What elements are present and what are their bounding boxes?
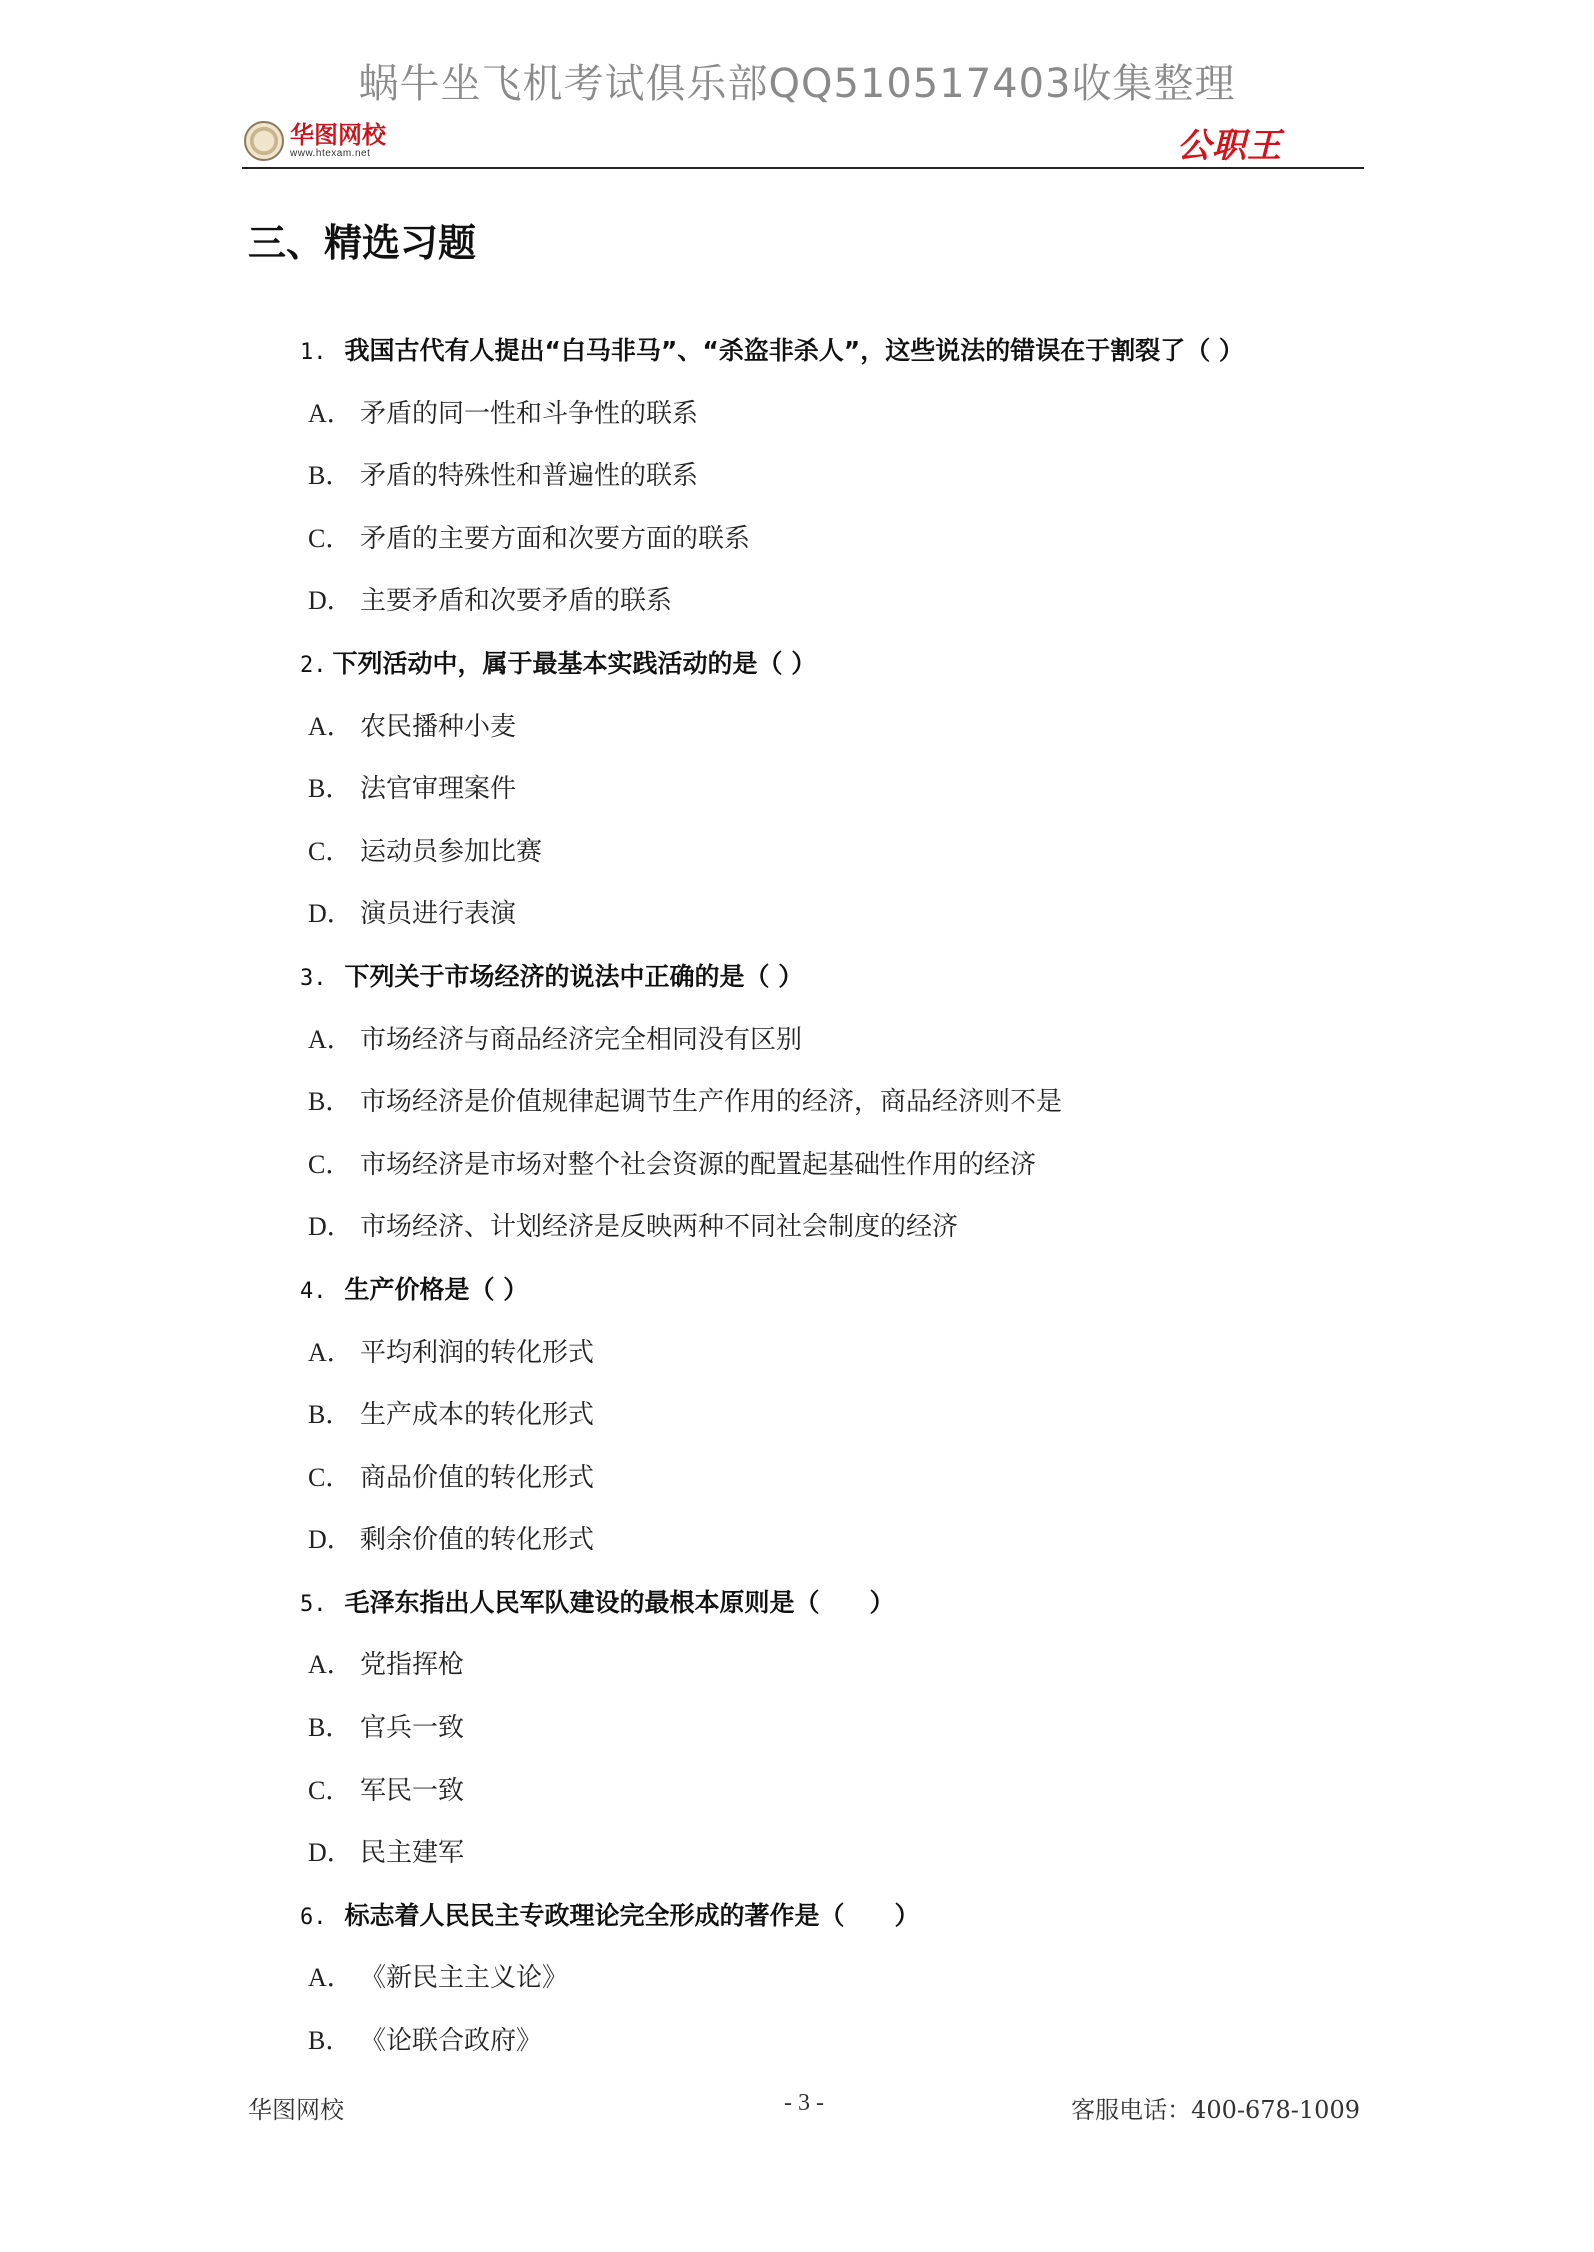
option-text: 市场经济、计划经济是反映两种不同社会制度的经济 xyxy=(360,1212,959,1243)
question-6 xyxy=(300,1885,1360,2073)
option-letter: B． xyxy=(308,1400,352,1430)
option-text: 运动员参加比赛 xyxy=(360,836,543,867)
watermark-text: 蜗牛坐飞机考试俱乐部QQ510517403收集整理 xyxy=(358,61,1236,107)
option-letter: B． xyxy=(308,1087,352,1117)
option xyxy=(300,383,1360,446)
option xyxy=(300,1697,1360,1760)
question-text: 我国古代有人提出“白马非马”、“杀盗非杀人”，这些说法的错误在于割裂了（ ） xyxy=(344,336,1244,365)
option-letter: A． xyxy=(308,1650,353,1680)
question-number: 2. xyxy=(300,652,327,678)
option xyxy=(300,821,1360,884)
footer-school: 华图网校 xyxy=(248,2096,344,2124)
question-stem xyxy=(300,1572,1360,1635)
option-text: 市场经济是价值规律起调节生产作用的经济，商品经济则不是 xyxy=(360,1087,1063,1118)
option xyxy=(300,1009,1360,1072)
option xyxy=(300,1509,1360,1572)
option-text: 矛盾的特殊性和普遍性的联系 xyxy=(360,461,699,492)
option-letter: C． xyxy=(308,1775,352,1805)
option-letter: B． xyxy=(308,1713,352,1743)
question-2 xyxy=(300,633,1360,946)
question-text: 生产价格是（ ） xyxy=(344,1274,529,1304)
option-text: 《新民主主义论》 xyxy=(360,1963,569,1994)
option-letter: B． xyxy=(308,461,352,491)
option-text: 《论联合政府》 xyxy=(360,2026,543,2057)
option xyxy=(300,1947,1360,2010)
option-text: 军民一致 xyxy=(360,1775,465,1806)
page-footer xyxy=(248,2090,1360,2130)
option-text: 法官审理案件 xyxy=(360,774,517,805)
option-letter: D． xyxy=(308,1525,353,1555)
question-5 xyxy=(300,1572,1360,1885)
option xyxy=(300,508,1360,571)
option xyxy=(300,1822,1360,1885)
question-3 xyxy=(300,946,1360,1259)
question-number: 6. xyxy=(300,1904,327,1930)
option-letter: A． xyxy=(308,1024,353,1054)
question-text: 下列关于市场经济的说法中正确的是（ ） xyxy=(344,961,804,991)
option-letter: D． xyxy=(308,899,353,929)
option-letter: D． xyxy=(308,586,353,616)
question-stem xyxy=(300,1259,1360,1322)
htexam-logo xyxy=(244,116,386,166)
option xyxy=(300,758,1360,821)
option xyxy=(300,2010,1360,2073)
option-text: 主要矛盾和次要矛盾的联系 xyxy=(360,586,673,617)
option-text: 矛盾的同一性和斗争性的联系 xyxy=(360,398,699,429)
question-1 xyxy=(300,320,1360,633)
option xyxy=(300,1071,1360,1134)
option xyxy=(300,883,1360,946)
page-header xyxy=(240,112,1362,170)
option xyxy=(300,1384,1360,1447)
option-text: 演员进行表演 xyxy=(360,899,517,930)
option-letter: D． xyxy=(308,1838,353,1868)
question-number: 5. xyxy=(300,1591,327,1617)
option-text: 生产成本的转化形式 xyxy=(360,1400,595,1431)
option xyxy=(300,570,1360,633)
option-text: 党指挥枪 xyxy=(360,1650,465,1681)
option-text: 市场经济与商品经济完全相同没有区别 xyxy=(360,1024,803,1055)
option-letter: A． xyxy=(308,711,353,741)
option-letter: C． xyxy=(308,836,352,866)
option-text: 商品价值的转化形式 xyxy=(360,1462,595,1493)
logo-name: 华图网校 xyxy=(290,121,386,149)
option-letter: C． xyxy=(308,1149,352,1179)
logo-url: www.htexam.net xyxy=(290,148,371,159)
question-stem xyxy=(300,320,1360,383)
option-letter: A． xyxy=(308,398,353,428)
footer-hotline: 客服电话：400-678-1009 xyxy=(1071,2096,1360,2124)
option-letter: C． xyxy=(308,523,352,553)
option-text: 农民播种小麦 xyxy=(360,711,517,742)
option-text: 市场经济是市场对整个社会资源的配置起基础性作用的经济 xyxy=(360,1149,1037,1180)
option xyxy=(300,445,1360,508)
option-letter: A． xyxy=(308,1963,353,1993)
page-number: - 3 - xyxy=(784,2090,824,2116)
option xyxy=(300,1322,1360,1385)
question-number: 4. xyxy=(300,1278,327,1304)
gongzhiwang-logo: 公职王 xyxy=(1177,126,1282,166)
question-text: 下列活动中，属于最基本实践活动的是（ ） xyxy=(332,648,817,678)
option-letter: D． xyxy=(308,1212,353,1242)
option-text: 矛盾的主要方面和次要方面的联系 xyxy=(360,523,751,554)
question-number: 3. xyxy=(300,965,327,991)
option-letter: B． xyxy=(308,2026,352,2056)
section-title: 三、精选习题 xyxy=(248,221,477,265)
question-stem xyxy=(300,633,1360,696)
option xyxy=(300,1760,1360,1823)
option-text: 平均利润的转化形式 xyxy=(360,1337,595,1368)
option-letter: B． xyxy=(308,774,352,804)
question-stem xyxy=(300,946,1360,1009)
option xyxy=(300,1634,1360,1697)
question-4 xyxy=(300,1259,1360,1572)
option xyxy=(300,1447,1360,1510)
option xyxy=(300,1134,1360,1197)
option xyxy=(300,1196,1360,1259)
question-number: 1. xyxy=(300,340,327,365)
option-text: 民主建军 xyxy=(360,1838,465,1869)
question-list xyxy=(300,320,1360,2073)
question-stem xyxy=(300,1885,1360,1948)
option-text: 官兵一致 xyxy=(360,1713,465,1744)
question-text: 毛泽东指出人民军队建设的最根本原则是（ ） xyxy=(344,1587,895,1617)
question-text: 标志着人民民主专政理论完全形成的著作是（ ） xyxy=(344,1900,920,1930)
school-seal-icon xyxy=(244,121,284,161)
option-letter: C． xyxy=(308,1462,352,1492)
option xyxy=(300,696,1360,759)
header-divider xyxy=(242,167,1364,169)
option-text: 剩余价值的转化形式 xyxy=(360,1525,595,1556)
option-letter: A． xyxy=(308,1337,353,1367)
